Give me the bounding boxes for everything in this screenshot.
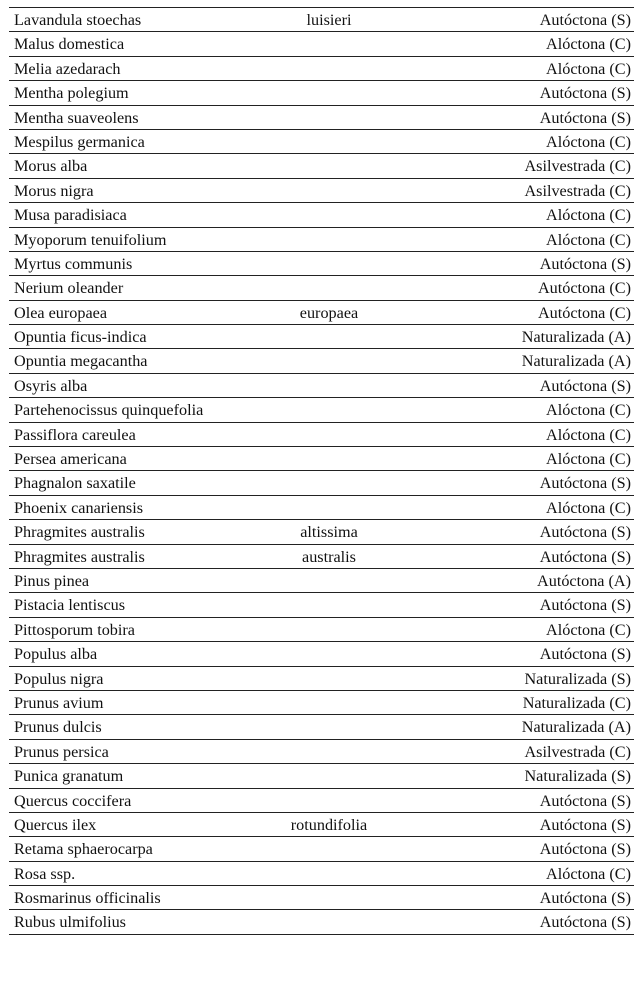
- table-row: [9, 764, 634, 788]
- species-name: Opuntia ficus-indica: [14, 328, 147, 347]
- species-name: Osyris alba: [14, 376, 88, 395]
- origin-status: Naturalizada (A): [521, 718, 631, 737]
- origin-status: Naturalizada (S): [524, 669, 631, 688]
- table-row: [9, 228, 634, 252]
- species-name: Mentha polegium: [14, 84, 129, 103]
- table-row: [9, 57, 634, 81]
- species-name: Phagnalon saxatile: [14, 474, 136, 493]
- table-row: [9, 545, 634, 569]
- origin-status: Alóctona (C): [546, 498, 631, 517]
- table-row: [9, 813, 634, 837]
- species-name: Morus alba: [14, 157, 88, 176]
- origin-status: Autóctona (S): [539, 815, 631, 834]
- origin-status: Autóctona (C): [537, 303, 631, 322]
- table-row: [9, 910, 634, 934]
- table-row: [9, 618, 634, 642]
- table-row: [9, 789, 634, 813]
- origin-status: Asilvestrada (C): [524, 181, 631, 200]
- origin-status: Naturalizada (A): [521, 352, 631, 371]
- table-row: [9, 179, 634, 203]
- origin-status: Autóctona (S): [539, 474, 631, 493]
- table-row: [9, 106, 634, 130]
- table-row: [9, 496, 634, 520]
- species-name: Punica granatum: [14, 767, 124, 786]
- species-name: Retama sphaerocarpa: [14, 840, 153, 859]
- species-name: Mespilus germanica: [14, 132, 145, 151]
- origin-status: Autóctona (S): [539, 11, 631, 29]
- origin-status: Autóctona (S): [539, 889, 631, 908]
- species-name: Pistacia lentiscus: [14, 596, 126, 615]
- table-row: [9, 447, 634, 471]
- species-name: Myrtus communis: [14, 254, 133, 273]
- species-name: Populus nigra: [14, 669, 104, 688]
- species-name: Malus domestica: [14, 35, 125, 54]
- species-name: Prunus persica: [14, 742, 109, 761]
- origin-status: Asilvestrada (C): [524, 157, 631, 176]
- origin-status: Autóctona (S): [539, 913, 631, 932]
- table-row: [9, 398, 634, 422]
- table-row: [9, 130, 634, 154]
- table-row: [9, 81, 634, 105]
- species-name: Pittosporum tobira: [14, 620, 135, 639]
- table-row: [9, 837, 634, 861]
- species-name: Rosmarinus officinalis: [14, 889, 161, 908]
- origin-status: Alóctona (C): [546, 620, 631, 639]
- species-name: Opuntia megacantha: [14, 352, 148, 371]
- table-row: [9, 886, 634, 910]
- species-name: Phoenix canariensis: [14, 498, 144, 517]
- species-name: Partehenocissus quinquefolia: [14, 401, 204, 420]
- origin-status: Alóctona (C): [546, 425, 631, 444]
- table-row: [9, 691, 634, 715]
- origin-status: Autóctona (S): [539, 376, 631, 395]
- origin-status: Alóctona (C): [546, 864, 631, 883]
- origin-status: Autóctona (S): [539, 523, 631, 542]
- species-name: Prunus dulcis: [14, 718, 102, 737]
- table-row: [9, 642, 634, 666]
- table-row: [9, 862, 634, 886]
- origin-status: Alóctona (C): [546, 59, 631, 78]
- origin-status: Naturalizada (C): [522, 693, 631, 712]
- species-name: Lavandula stoechas: [14, 11, 142, 29]
- table-row: [9, 593, 634, 617]
- origin-status: Naturalizada (S): [524, 767, 631, 786]
- species-name: Melia azedarach: [14, 59, 121, 78]
- origin-status: Autóctona (S): [539, 791, 631, 810]
- species-name: Nerium oleander: [14, 279, 124, 298]
- origin-status: Alóctona (C): [546, 401, 631, 420]
- table-row: [9, 740, 634, 764]
- species-name: Passiflora careulea: [14, 425, 136, 444]
- table-row: [9, 715, 634, 739]
- origin-status: Naturalizada (A): [521, 328, 631, 347]
- table-row: [9, 520, 634, 544]
- table-row: [9, 154, 634, 178]
- species-name: Rosa ssp.: [14, 864, 76, 883]
- species-name: Phragmites australis: [14, 547, 145, 566]
- subspecies-name: altissima: [300, 523, 358, 542]
- table-row: [9, 276, 634, 300]
- origin-status: Autóctona (S): [539, 840, 631, 859]
- species-name: Prunus avium: [14, 693, 104, 712]
- origin-status: Autóctona (S): [539, 108, 631, 127]
- subspecies-name: australis: [302, 547, 356, 566]
- table-row: [9, 252, 634, 276]
- table-row: [9, 301, 634, 325]
- subspecies-name: luisieri: [306, 11, 352, 29]
- table-row: [9, 8, 634, 32]
- species-name: Persea americana: [14, 450, 127, 469]
- origin-status: Alóctona (C): [546, 450, 631, 469]
- origin-status: Asilvestrada (C): [524, 742, 631, 761]
- table-row: [9, 32, 634, 56]
- species-name: Olea europaea: [14, 303, 108, 322]
- species-name: Morus nigra: [14, 181, 94, 200]
- table-row: [9, 423, 634, 447]
- table-row: [9, 203, 634, 227]
- origin-status: Alóctona (C): [546, 206, 631, 225]
- species-name: Populus alba: [14, 645, 98, 664]
- species-name: Quercus coccifera: [14, 791, 132, 810]
- species-name: Myoporum tenuifolium: [14, 230, 167, 249]
- table-row: [9, 325, 634, 349]
- subspecies-name: rotundifolia: [290, 815, 368, 834]
- species-name: Mentha suaveolens: [14, 108, 139, 127]
- origin-status: Autóctona (C): [537, 279, 631, 298]
- table-row: [9, 471, 634, 495]
- table-row: [9, 569, 634, 593]
- subspecies-name: europaea: [299, 303, 359, 322]
- table-row: [9, 667, 634, 691]
- species-name: Phragmites australis: [14, 523, 145, 542]
- species-name: Quercus ilex: [14, 815, 97, 834]
- species-name: Musa paradisiaca: [14, 206, 127, 225]
- origin-status: Alóctona (C): [546, 132, 631, 151]
- species-name: Rubus ulmifolius: [14, 913, 126, 932]
- origin-status: Autóctona (S): [539, 645, 631, 664]
- origin-status: Autóctona (S): [539, 596, 631, 615]
- origin-status: Autóctona (S): [539, 254, 631, 273]
- species-table: [9, 7, 634, 935]
- origin-status: Autóctona (S): [539, 84, 631, 103]
- origin-status: Alóctona (C): [546, 230, 631, 249]
- species-name: Pinus pinea: [14, 571, 90, 590]
- table-row: [9, 349, 634, 373]
- origin-status: Autóctona (A): [537, 571, 631, 590]
- origin-status: Autóctona (S): [539, 547, 631, 566]
- table-row: [9, 374, 634, 398]
- origin-status: Alóctona (C): [546, 35, 631, 54]
